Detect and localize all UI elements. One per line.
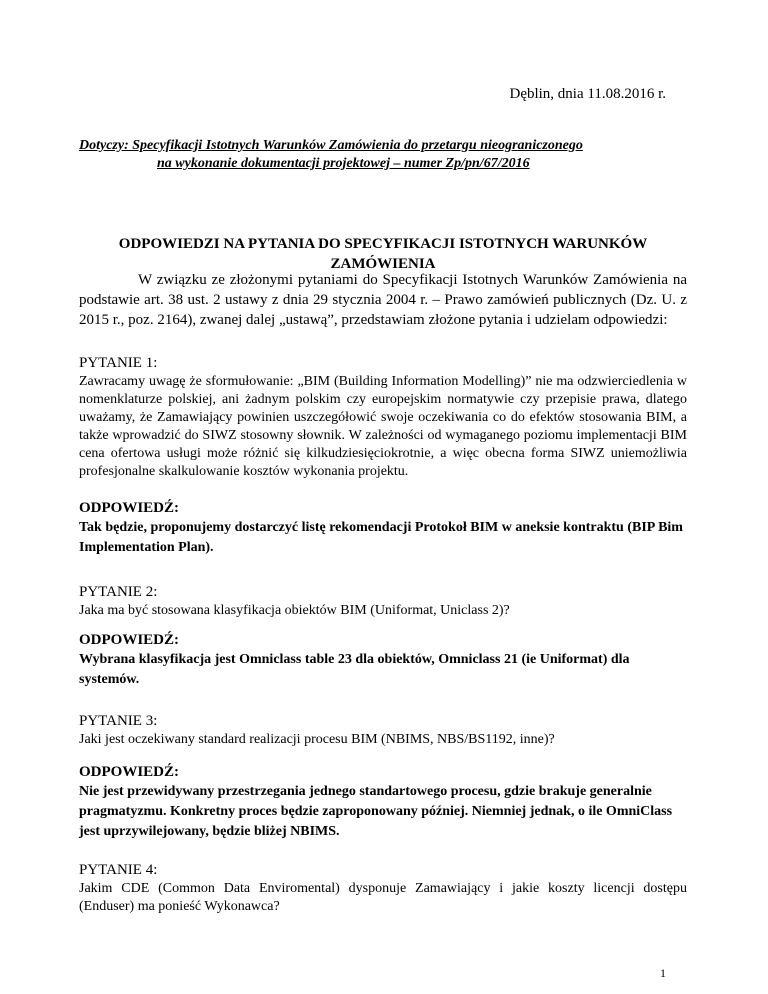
question-label: PYTANIE 3: — [79, 713, 158, 729]
page-number: 1 — [660, 966, 666, 980]
question-text: Jaka ma być stosowana klasyfikacja obiektów BIM (Uniformat, Uniclass 2)? — [79, 603, 510, 618]
document-title: ODPOWIEDZI NA PYTANIA DO SPECYFIKACJI ISTOTNYCH WARUNKÓW ZAMÓWIENIA — [118, 236, 648, 272]
question-text: Zawracamy uwagę że sformułowanie: „BIM (Building Information Modelling)” nie ma odzwierciedlenia w nomenklaturze polskiej, ani żadnym polskim czy europejskim normatywie czy przepisie prawa, dlatego uważamy, że Zamawiający powinien uszczegółowić swoje oczekiwania co do efektów stosowania BIM, a także wprowadzić do SIWZ stosowny słownik. W zależności od wymaganego poziomu implementacji BIM cena ofertowa usługi może różnić się kilkudziesięciokrotnie, a więc obecna forma SIWZ uniemożliwia profesjonalne skalkulowanie kosztów wykonania projektu. — [79, 374, 687, 479]
subject-line — [79, 137, 687, 173]
answer-label: ODPOWIEDŹ: — [79, 500, 180, 516]
answer-label: ODPOWIEDŹ: — [79, 764, 180, 780]
question-4 — [79, 860, 687, 916]
answer-text: Wybrana klasyfikacja jest Omniclass table 23 dla obiektów, Omniclass 21 (ie Uniformat) dla systemów. — [79, 652, 630, 687]
question-3 — [79, 711, 687, 749]
question-label: PYTANIE 2: — [79, 584, 158, 600]
document-date: Dęblin, dnia 11.08.2016 r. — [509, 86, 666, 102]
question-2 — [79, 582, 687, 620]
intro-text: W związku ze złożonymi pytaniami do Specyfikacji Istotnych Warunków Zamówienia na podstawie art. 38 ust. 2 ustawy z dnia 29 stycznia 2004 r. – Prawo zamówień publicznych (Dz. U. z 2015 r., poz. 2164), zwanej dalej „ustawą”, przedstawiam złożone pytania i udzielam odpowiedzi: — [79, 272, 687, 328]
answer-1 — [79, 498, 687, 558]
question-text: Jakim CDE (Common Data Enviromental) dysponuje Zamawiający i jakie koszty licencji dostępu (Enduser) ma ponieść Wykonawca? — [79, 881, 687, 914]
intro-paragraph — [79, 270, 687, 330]
answer-text: Nie jest przewidywany przestrzegania jednego standartowego procesu, gdzie brakuje generalnie pragmatyzmu. Konkretny proces będzie zaproponowany później. Niemniej jednak, o ile OmniClass jest uprzywilejowany, będzie bliżej NBIMS. — [79, 784, 673, 839]
answer-2 — [79, 630, 687, 690]
subject-line-2: na wykonanie dokumentacji projektowej – numer Zp/pn/67/2016 — [157, 156, 530, 171]
answer-text: Tak będzie, proponujemy dostarczyć listę rekomendacji Protokoł BIM w aneksie kontraktu (BIP Bim Implementation Plan). — [79, 520, 683, 555]
question-label: PYTANIE 4: — [79, 862, 158, 878]
question-label: PYTANIE 1: — [79, 355, 158, 371]
subject-line-1: Dotyczy: Specyfikacji Istotnych Warunków Zamówienia do przetargu nieograniczonego — [79, 138, 583, 153]
answer-3 — [79, 762, 687, 842]
question-1 — [79, 353, 687, 481]
answer-label: ODPOWIEDŹ: — [79, 632, 180, 648]
question-text: Jaki jest oczekiwany standard realizacji procesu BIM (NBIMS, NBS/BS1192, inne)? — [79, 732, 555, 747]
